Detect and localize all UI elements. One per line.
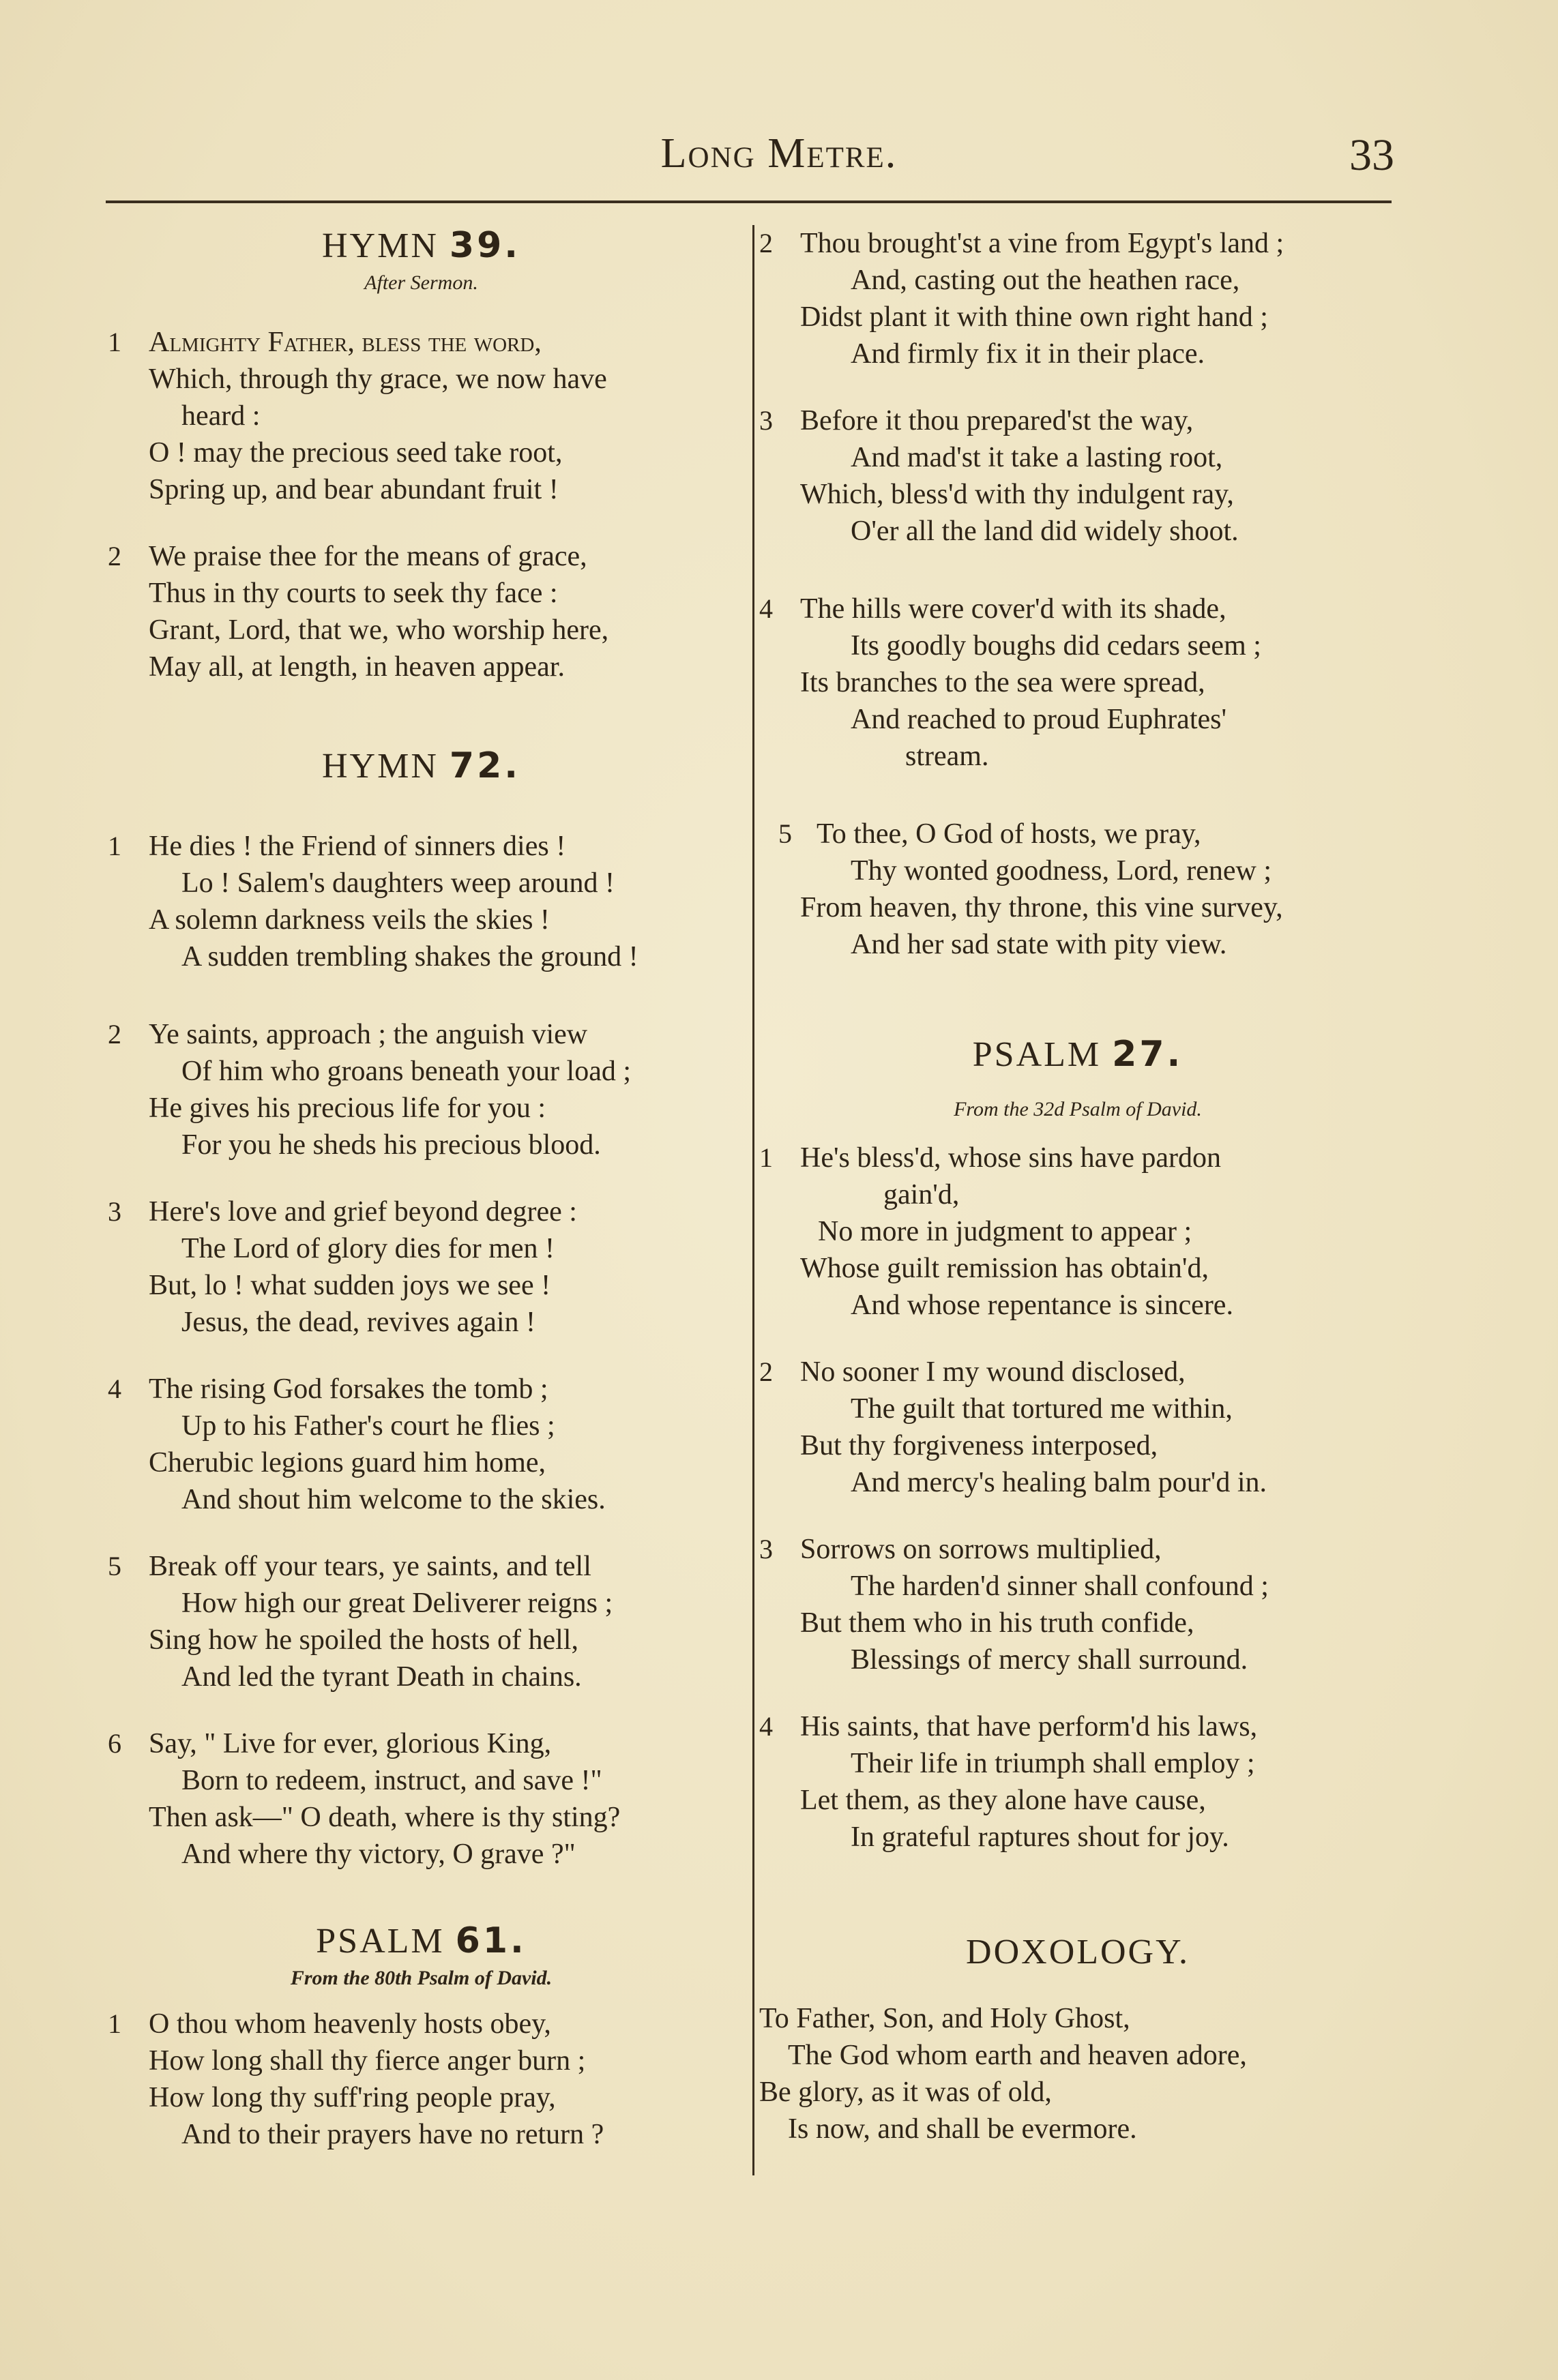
- verse-line: He gives his precious life for you :: [149, 1092, 546, 1124]
- header-rule: [106, 200, 1392, 203]
- verse-line: Before it thou prepared'st the way,: [800, 405, 1194, 436]
- verse-number: 3: [759, 405, 773, 436]
- verse-line: Lo ! Salem's daughters weep around !: [181, 867, 615, 899]
- verse-number: 2: [108, 1019, 121, 1050]
- verse-line: Let them, as they alone have cause,: [800, 1785, 1206, 1816]
- verse-line: Here's love and grief beyond degree :: [149, 1196, 577, 1228]
- verse-line: Ye saints, approach ; the anguish view: [149, 1019, 588, 1050]
- verse-number: 1: [108, 2008, 121, 2039]
- verse-number: 2: [759, 1356, 773, 1387]
- psalm-61-title: [102, 1920, 740, 1962]
- psalm-27-verse-4: [754, 1708, 1402, 1856]
- verse-line: But thy forgiveness interposed,: [800, 1430, 1158, 1461]
- psalm-61-label: PSALM: [316, 1922, 445, 1961]
- hymn-39-verse-1: [102, 324, 740, 508]
- verse-line: Its goodly boughs did cedars seem ;: [851, 630, 1261, 661]
- psalm-27-label: PSALM: [972, 1035, 1102, 1074]
- verse-line: No sooner I my wound disclosed,: [800, 1356, 1186, 1388]
- psalm-61-verse-4: [754, 591, 1402, 775]
- verse-line: Spring up, and bear abundant fruit !: [149, 474, 559, 505]
- psalm-61-verse-2: [754, 225, 1402, 372]
- verse-number: 4: [108, 1373, 121, 1404]
- hymn-72-verse-6: [102, 1725, 740, 1873]
- verse-line: Which, through thy grace, we now have: [149, 363, 607, 395]
- verse-line: Is now, and shall be evermore.: [788, 2113, 1137, 2145]
- verse-line: Say, " Live for ever, glorious King,: [149, 1728, 552, 1759]
- verse-line: heard :: [181, 400, 261, 432]
- verse-line: His saints, that have perform'd his laws,: [800, 1711, 1258, 1742]
- verse-line: Cherubic legions guard him home,: [149, 1447, 546, 1478]
- verse-line: How long shall thy fierce anger burn ;: [149, 2045, 586, 2077]
- page-header: [0, 130, 1558, 191]
- verse-line: Thou brought'st a vine from Egypt's land ;: [800, 228, 1284, 259]
- hymn-72-verse-3: [102, 1193, 740, 1341]
- verse-line: Be glory, as it was of old,: [759, 2077, 1052, 2108]
- hymn-39-title: [102, 225, 740, 267]
- hymn-72-number: 72.: [449, 745, 521, 786]
- verse-line: But them who in his truth confide,: [800, 1607, 1194, 1639]
- hymn-39-number: 39.: [449, 225, 521, 266]
- verse-number: 5: [108, 1551, 121, 1581]
- left-column: [102, 225, 740, 2153]
- verse-number: 4: [759, 1711, 773, 1742]
- verse-line: Which, bless'd with thy indulgent ray,: [800, 479, 1234, 510]
- page-number: 33: [1349, 130, 1394, 180]
- hymn-72-verse-4: [102, 1371, 740, 1518]
- verse-line: Born to redeem, instruct, and save !": [181, 1765, 602, 1796]
- verse-line: But, lo ! what sudden joys we see !: [149, 1270, 551, 1301]
- verse-number: 2: [759, 228, 773, 258]
- verse-line: To thee, O God of hosts, we pray,: [817, 818, 1201, 850]
- verse-line: And mercy's healing balm pour'd in.: [851, 1467, 1267, 1498]
- verse-line: Didst plant it with thine own right hand ;: [800, 301, 1268, 333]
- verse-line: Then ask—" O death, where is thy sting?: [149, 1802, 621, 1833]
- verse-line: How high our great Deliverer reigns ;: [181, 1588, 613, 1619]
- psalm-27-number: 27.: [1112, 1034, 1184, 1075]
- verse-line: Thy wonted goodness, Lord, renew ;: [851, 855, 1272, 887]
- psalm-27-verse-2: [754, 1354, 1402, 1501]
- verse-line: O ! may the precious seed take root,: [149, 437, 563, 468]
- verse-line: Its branches to the sea were spread,: [800, 667, 1205, 698]
- running-title: Long Metre.: [660, 130, 898, 177]
- verse-line: O'er all the land did widely shoot.: [851, 516, 1239, 547]
- hymn-72-verse-1: [102, 828, 740, 975]
- verse-line: gain'd,: [883, 1179, 960, 1210]
- doxology-title: DOXOLOGY.: [966, 1933, 1190, 1972]
- verse-line: From heaven, thy throne, this vine survey,: [800, 892, 1283, 923]
- verse-line: The Lord of glory dies for men !: [181, 1233, 555, 1264]
- verse-line: He dies ! the Friend of sinners dies !: [149, 831, 566, 862]
- hymn-72-title: [102, 745, 740, 787]
- psalm-61-verse-3: [754, 402, 1402, 550]
- verse-number: 6: [108, 1728, 121, 1759]
- verse-line: In grateful raptures shout for joy.: [851, 1821, 1229, 1853]
- verse-line: Whose guilt remission has obtain'd,: [800, 1253, 1209, 1284]
- verse-line: The God whom earth and heaven adore,: [788, 2040, 1247, 2071]
- verse-line: Almighty Father, bless the word,: [149, 327, 542, 358]
- verse-line: The guilt that tortured me within,: [851, 1393, 1233, 1425]
- verse-line: And led the tyrant Death in chains.: [181, 1661, 582, 1693]
- hymn-72-verse-5: [102, 1548, 740, 1695]
- hymn-72-verse-2: [102, 1016, 740, 1163]
- verse-line: And reached to proud Euphrates': [851, 704, 1227, 735]
- verse-line: A solemn darkness veils the skies !: [149, 904, 550, 936]
- verse-line: And her sad state with pity view.: [851, 929, 1227, 960]
- verse-number: 2: [108, 541, 121, 571]
- verse-number: 3: [759, 1534, 773, 1564]
- verse-line: stream.: [905, 741, 989, 772]
- hymn-39-verse-2: [102, 538, 740, 685]
- verse-line: Sing how he spoiled the hosts of hell,: [149, 1624, 578, 1656]
- verse-line: Up to his Father's court he flies ;: [181, 1410, 555, 1442]
- psalm-61-verse-5: [754, 816, 1402, 963]
- psalm-61-verse-1: [102, 2006, 740, 2153]
- verse-line: Sorrows on sorrows multiplied,: [800, 1534, 1162, 1565]
- verse-line: And firmly fix it in their place.: [851, 338, 1205, 370]
- verse-number: 1: [759, 1142, 773, 1173]
- verse-line: The rising God forsakes the tomb ;: [149, 1373, 548, 1405]
- psalm-27-subtitle: From the 32d Psalm of David.: [954, 1098, 1202, 1120]
- verse-line: And, casting out the heathen race,: [851, 265, 1240, 296]
- verse-number: 4: [759, 593, 773, 624]
- hymn-39-label: HYMN: [321, 226, 439, 265]
- verse-line: The hills were cover'd with its shade,: [800, 593, 1226, 625]
- verse-line: And to their prayers have no return ?: [181, 2119, 604, 2150]
- verse-line: Jesus, the dead, revives again !: [181, 1307, 535, 1338]
- doxology-verse: [754, 2000, 1402, 2147]
- right-column: [754, 225, 1402, 2147]
- hymn-72-label: HYMN: [321, 747, 439, 786]
- verse-line: A sudden trembling shakes the ground !: [181, 941, 638, 972]
- verse-line: And shout him welcome to the skies.: [181, 1484, 606, 1515]
- verse-line: How long thy suff'ring people pray,: [149, 2082, 556, 2113]
- verse-line: We praise thee for the means of grace,: [149, 541, 587, 572]
- verse-line: Of him who groans beneath your load ;: [181, 1056, 632, 1087]
- verse-line: Thus in thy courts to seek thy face :: [149, 578, 558, 609]
- verse-line: And whose repentance is sincere.: [851, 1290, 1233, 1321]
- psalm-27-verse-1: [754, 1140, 1402, 1324]
- verse-line: For you he sheds his precious blood.: [181, 1129, 601, 1161]
- verse-number: 1: [108, 831, 121, 861]
- hymn-39-subtitle: After Sermon.: [364, 271, 478, 294]
- verse-line: Break off your tears, ye saints, and tell: [149, 1551, 591, 1582]
- verse-line: O thou whom heavenly hosts obey,: [149, 2008, 551, 2040]
- verse-line: The harden'd sinner shall confound ;: [851, 1571, 1269, 1602]
- verse-line: May all, at length, in heaven appear.: [149, 651, 565, 683]
- verse-line: Blessings of mercy shall surround.: [851, 1644, 1248, 1676]
- verse-line: Grant, Lord, that we, who worship here,: [149, 614, 609, 646]
- psalm-27-verse-3: [754, 1531, 1402, 1678]
- verse-line: And where thy victory, O grave ?": [181, 1839, 576, 1870]
- psalm-61-number: 61.: [455, 1920, 527, 1961]
- verse-line: To Father, Son, and Holy Ghost,: [759, 2003, 1130, 2034]
- psalm-61-subtitle: From the 80th Psalm of David.: [290, 1967, 553, 1989]
- psalm-27-title: [754, 1034, 1402, 1075]
- verse-number: 3: [108, 1196, 121, 1227]
- verse-line: No more in judgment to appear ;: [818, 1216, 1192, 1247]
- verse-line: Their life in triumph shall employ ;: [851, 1748, 1255, 1779]
- verse-number: 5: [778, 818, 792, 849]
- verse-line: He's bless'd, whose sins have pardon: [800, 1142, 1222, 1174]
- verse-number: 1: [108, 327, 121, 357]
- verse-line: And mad'st it take a lasting root,: [851, 442, 1223, 473]
